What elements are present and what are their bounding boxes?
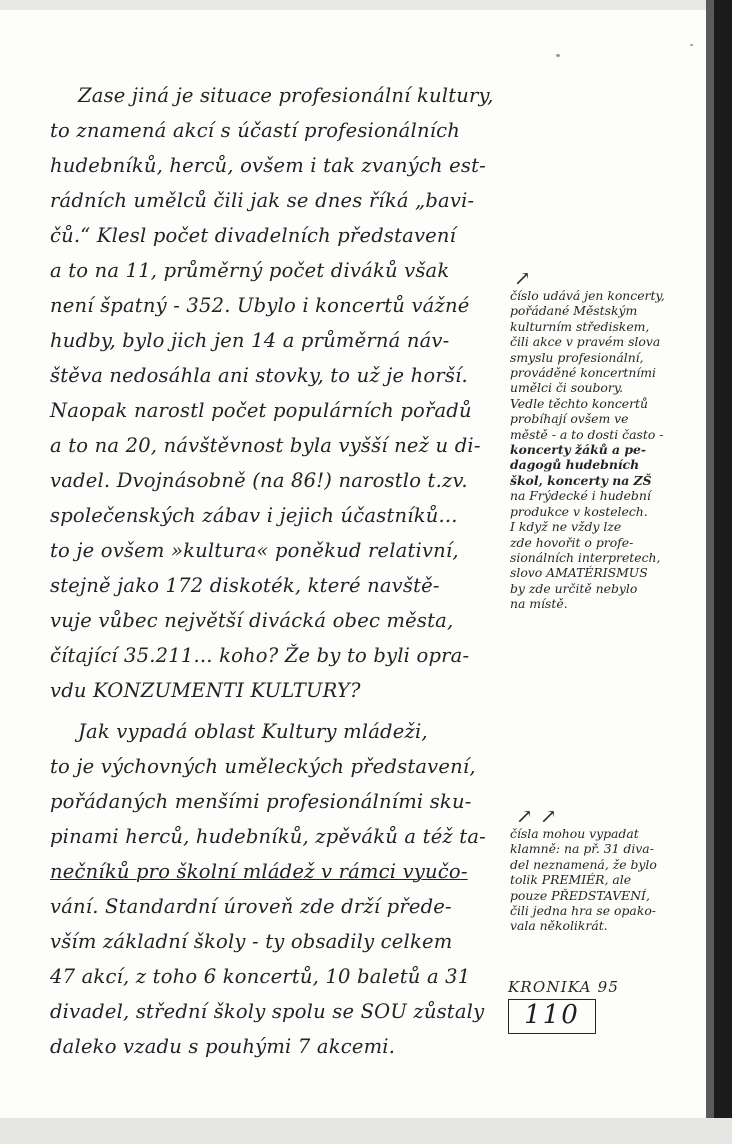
archive-label: KRONIKA 95 [508, 978, 620, 996]
main-text-column [50, 78, 494, 1070]
note-line: prováděné koncertními [510, 365, 656, 381]
note-line: klamně: na př. 31 diva- [510, 841, 654, 857]
scan-speck [556, 54, 560, 57]
note-line: Vedle těchto koncertů [510, 395, 649, 411]
paragraph-2 [50, 714, 490, 1064]
text-line: divadel, střední školy spolu se SOU zůstaly [50, 1000, 485, 1023]
text-line: vdu KONZUMENTI KULTURY? [50, 679, 361, 702]
text-line: to znamená akcí s účastí profesionálních [50, 119, 461, 142]
arrow-up-icon: ↗ [540, 804, 557, 828]
note-line: tolik PREMIÉR, ale [510, 872, 632, 888]
note-line: by zde určitě nebylo [510, 580, 638, 596]
note-line: koncerty žáků a pe- [510, 442, 647, 458]
text-line: čů.“ Klesl počet divadelních představení [50, 224, 457, 247]
text-line: pinami herců, hudebníků, zpěváků a též ta- [50, 825, 486, 848]
paragraph-1 [50, 78, 494, 708]
text-line: vuje vůbec největší divácká obec města, [50, 609, 454, 632]
page-number: 110 [524, 1000, 580, 1030]
note-line: slovo AMATÉRISMUS [510, 565, 648, 581]
arrow-up-icon: ↗ [516, 804, 533, 828]
margin-note-2 [510, 826, 710, 934]
page-number-box [508, 999, 596, 1034]
text-line: 47 akcí, z toho 6 koncertů, 10 baletů a 31 [50, 965, 471, 988]
note-line: čili akce v pravém slova [510, 334, 661, 350]
footer-stamp [508, 978, 708, 1034]
note-line: čili jedna hra se opako- [510, 903, 656, 919]
text-line: není špatný - 352. Ubylo i koncertů vážné [50, 294, 470, 317]
scan-speck [690, 44, 693, 46]
text-line: hudby, bylo jich jen 14 a průměrná náv- [50, 329, 450, 352]
scan-edge-right-dark [714, 0, 732, 1144]
note-line: na místě. [510, 596, 568, 612]
text-line: pořádaných menšími profesionálními sku- [50, 790, 472, 813]
text-line: Zase jiná je situace profesionální kultury, [78, 84, 494, 107]
text-line: hudebníků, herců, ovšem i tak zvaných est- [50, 154, 486, 177]
text-line: čítající 35.211... koho? Že by to byli opra- [50, 644, 470, 667]
text-line: vším základní školy - ty obsadily celkem [50, 930, 453, 953]
scan-edge-top [0, 0, 732, 10]
margin-note-1 [510, 288, 710, 612]
text-line: Jak vypadá oblast Kultury mládeži, [78, 720, 428, 743]
note-line: pořádané Městským [510, 303, 638, 319]
note-line: zde hovořit o profe- [510, 534, 634, 550]
note-line: probíhají ovšem ve [510, 411, 629, 427]
note-line: vala několikrát. [510, 918, 608, 934]
note-line: číslo udává jen koncerty, [510, 288, 665, 303]
text-line: štěva nedosáhla ani stovky, to už je horší. [50, 364, 468, 387]
note-line: čísla mohou vypadat [510, 826, 639, 841]
text-line: vání. Standardní úroveň zde drží přede- [50, 895, 452, 918]
note-line: kulturním střediskem, [510, 318, 650, 334]
note-line: umělci či soubory. [510, 380, 624, 396]
note-line: I když ne vždy lze [510, 519, 622, 535]
text-line: vadel. Dvojnásobně (na 86!) narostlo t.zv. [50, 469, 468, 492]
note-line: městě - a to dosti často - [510, 426, 664, 442]
note-line: smyslu profesionální, [510, 349, 644, 365]
scan-edge-bottom [0, 1118, 732, 1144]
text-line: a to na 11, průměrný počet diváků však [50, 259, 450, 282]
text-line: daleko vzadu s pouhými 7 akcemi. [50, 1035, 396, 1058]
arrow-up-icon: ↗ [514, 266, 531, 290]
note-line: del neznamená, že bylo [510, 856, 657, 872]
text-line: nečníků pro školní mládež v rámci vyučo- [50, 860, 468, 883]
text-line: a to na 20, návštěvnost byla vyšší než u di- [50, 434, 481, 457]
note-line: produkce v kostelech. [510, 503, 648, 519]
text-line: to je ovšem »kultura« poněkud relativní, [50, 539, 459, 562]
text-line: to je výchovných uměleckých představení, [50, 755, 476, 778]
text-line: Naopak narostl počet populárních pořadů [50, 399, 472, 422]
text-line: rádních umělců čili jak se dnes říká „bavi- [50, 189, 475, 212]
note-line: škol, koncerty na ZŠ [510, 472, 652, 488]
note-line: pouze PŘEDSTAVENÍ, [510, 887, 650, 903]
note-line: na Frýdecké i hudební [510, 488, 651, 504]
note-line: dagogů hudebních [510, 457, 640, 473]
text-line: společenských zábav i jejich účastníků... [50, 504, 458, 527]
text-line: stejně jako 172 diskoték, které navště- [50, 574, 440, 597]
note-line: sionálních interpretech, [510, 549, 661, 565]
